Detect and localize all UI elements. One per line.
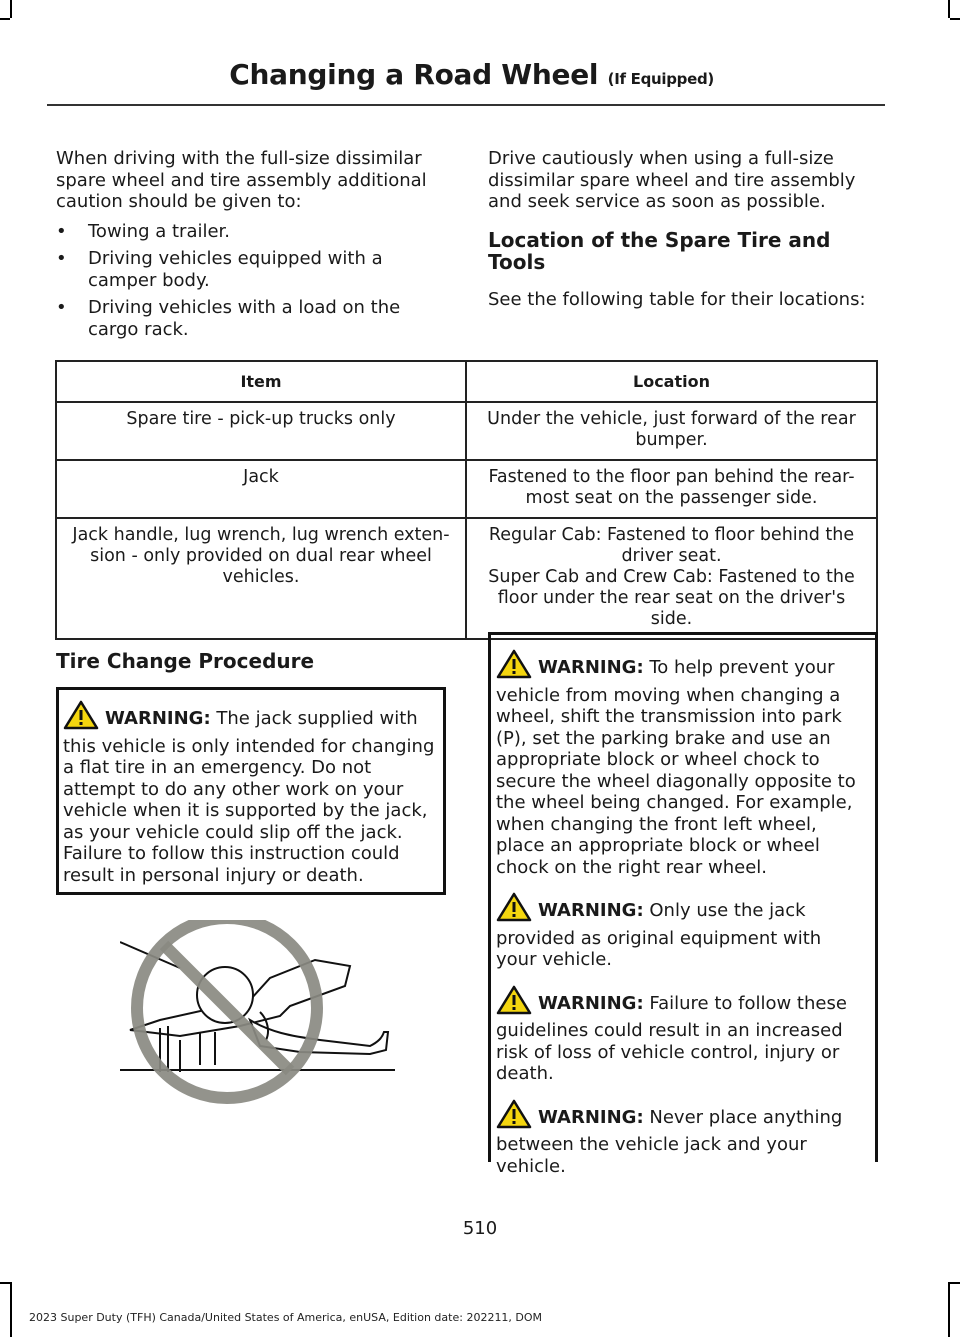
warning-text bbox=[496, 985, 867, 1085]
intro-paragraph: When driving with the full-size dissimilar spare wheel and tire assembly additional caution should be given to: bbox=[56, 148, 427, 212]
header-divider bbox=[47, 104, 885, 106]
crop-mark bbox=[950, 18, 960, 20]
crop-mark bbox=[0, 1282, 10, 1284]
bullet-glyph: • bbox=[56, 248, 67, 269]
table-cell-location bbox=[466, 518, 877, 639]
section-heading-tire-change: Tire Change Procedure bbox=[56, 649, 315, 673]
list-item-text: Towing a trailer. bbox=[88, 220, 231, 242]
warning-label: WARNING: bbox=[538, 992, 644, 1014]
bullet-glyph: • bbox=[56, 297, 67, 318]
crop-mark bbox=[948, 1282, 950, 1337]
warning-triangle-icon bbox=[496, 1099, 532, 1135]
warning-body: Failure to follow these guidelines could result in an increased risk of loss of vehicle control, injury or death. bbox=[496, 992, 847, 1084]
section-heading-location: Location of the Spare Tire and Tools bbox=[488, 227, 831, 274]
list-item-text: Driving vehicles equipped with a camper body. bbox=[88, 248, 383, 291]
page-number: 510 bbox=[462, 1218, 498, 1239]
list-item-text: Driving vehicles with a load on the cargo rack. bbox=[88, 297, 401, 340]
drive-cautiously-paragraph: Drive cautiously when using a full-size dissimilar spare wheel and tire assembly and seek service as soon as possible. bbox=[488, 148, 856, 212]
warning-body: To help prevent your vehicle from moving when changing a wheel, shift the transmission into park (P), set the parking brake and use an appropriate block or wheel chock to secure the wheel diagonally opposite to the wheel being changed. For example, when changing the front left wheel, place an appropriate block or wheel chock on the right rear wheel. bbox=[496, 657, 856, 878]
location-table bbox=[55, 360, 878, 640]
table-row bbox=[56, 460, 877, 518]
warning-box-jack bbox=[56, 687, 446, 895]
warning-text bbox=[496, 892, 867, 971]
page-title bbox=[229, 58, 714, 91]
crop-mark bbox=[10, 1282, 12, 1337]
intro-left-column bbox=[56, 148, 446, 346]
table-cell-item: Jack bbox=[56, 460, 466, 518]
page-title-suffix: (If Equipped) bbox=[607, 70, 714, 88]
warning-text bbox=[496, 649, 867, 878]
prohibited-under-vehicle-icon bbox=[120, 920, 410, 1110]
bullet-glyph: • bbox=[56, 220, 67, 242]
footer-edition: 2023 Super Duty (TFH) Canada/United States of America, enUSA, Edition date: 202211, DOM bbox=[29, 1311, 543, 1324]
warning-label: WARNING: bbox=[538, 1106, 644, 1128]
warning-triangle-icon bbox=[496, 892, 532, 928]
warning-label: WARNING: bbox=[105, 708, 211, 729]
column-header-location: Location bbox=[466, 361, 877, 402]
table-cell-item: Spare tire - pick-up trucks only bbox=[56, 402, 466, 460]
warning-box-right bbox=[488, 632, 878, 1177]
crop-mark bbox=[0, 18, 10, 20]
warning-triangle-icon bbox=[496, 985, 532, 1021]
warning-label: WARNING: bbox=[538, 900, 644, 921]
warning-triangle-icon bbox=[63, 700, 99, 736]
table-row bbox=[56, 402, 877, 460]
list-item bbox=[56, 221, 446, 243]
crop-mark bbox=[10, 0, 12, 18]
table-row bbox=[56, 518, 877, 639]
warning-text bbox=[63, 700, 435, 886]
crop-mark bbox=[950, 1282, 960, 1284]
table-cell-location: Fastened to the floor pan behind the rear-most seat on the passenger side. bbox=[466, 460, 877, 518]
location-line: Regular Cab: Fastened to floor behind the driver seat. bbox=[488, 525, 855, 566]
column-header-item: Item bbox=[56, 361, 466, 402]
intro-right-column bbox=[488, 148, 888, 310]
crop-mark bbox=[948, 0, 950, 18]
caution-list bbox=[56, 221, 446, 341]
list-item bbox=[56, 248, 446, 291]
warning-body: Never place anything between the vehicle jack and your vehicle. bbox=[496, 1106, 843, 1177]
page-title-text: Changing a Road Wheel bbox=[229, 58, 599, 91]
warning-text bbox=[496, 1099, 867, 1178]
list-item bbox=[56, 297, 446, 340]
location-line: Super Cab and Crew Cab: Fastened to the floor under the rear seat on the driver's side. bbox=[488, 567, 855, 629]
warning-label: WARNING: bbox=[538, 657, 644, 678]
table-header-row bbox=[56, 361, 877, 402]
table-intro-paragraph: See the following table for their locations: bbox=[488, 288, 866, 310]
table-cell-item: Jack handle, lug wrench, lug wrench exten-sion - only provided on dual rear wheel vehicles. bbox=[56, 518, 466, 639]
warning-body: The jack supplied with this vehicle is only intended for changing a flat tire in an emergency. Do not attempt to do any other work on your vehicle when it is supported by the jack, as your vehicle could slip off the jack. Failure to follow this instruction could result in personal injury or death. bbox=[63, 708, 435, 886]
warning-body: Only use the jack provided as original equipment with your vehicle. bbox=[496, 900, 822, 970]
table-cell-location: Under the vehicle, just forward of the rear bumper. bbox=[466, 402, 877, 460]
warning-triangle-icon bbox=[496, 649, 532, 685]
